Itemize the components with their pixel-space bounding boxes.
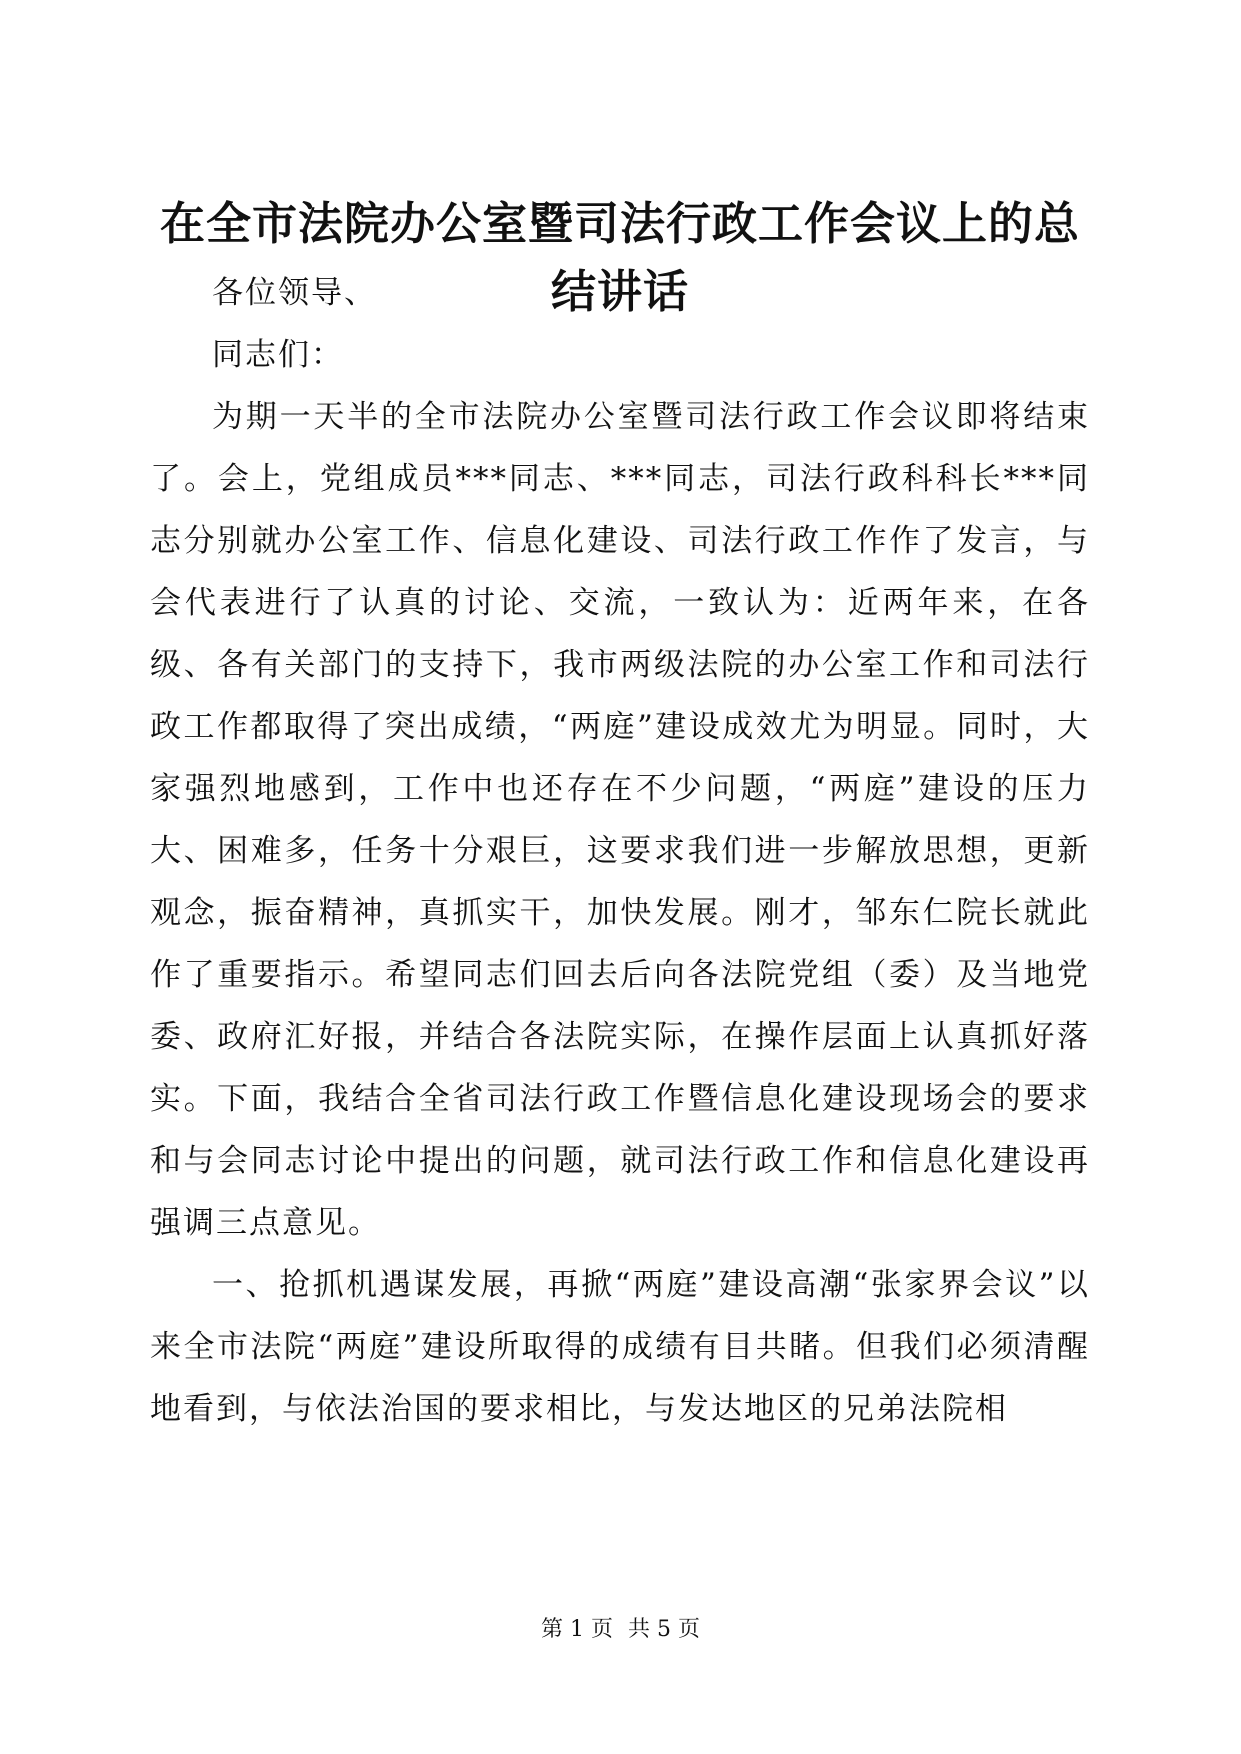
page-total: 共 5 页 [628, 1617, 700, 1642]
page-number: 第 1 页 [541, 1617, 613, 1642]
page-footer [0, 1615, 1241, 1645]
body-paragraph: 为期一天半的全市法院办公室暨司法行政工作会议即将结束了。会上，党组成员***同志、***同志，司法行政科科长***同志分别就办公室工作、信息化建设、司法行政工作作了发言，与会代表进行了认真的讨论、交流，一致认为：近两年来，在各级、各有关部门的支持下，我市两级法院的办公室工作和司法行政工作都取得了突出成绩，“两庭”建设成效尤为明显。同时，大家强烈地感到，工作中也还存在不少问题，“两庭”建设的压力大、困难多，任务十分艰巨，这要求我们进一步解放思想，更新观念，振奋精神，真抓实干，加快发展。刚才，邹东仁院长就此作了重要指示。希望同志们回去后向各法院党组（委）及当地党委、政府汇好报，并结合各法院实际，在操作层面上认真抓好落实。下面，我结合全省司法行政工作暨信息化建设现场会的要求和与会同志讨论中提出的问题，就司法行政工作和信息化建设再强调三点意见。 [150, 399, 1090, 1241]
salutation-line-1: 各位领导、 [212, 275, 377, 311]
body-paragraph: 一、抢抓机遇谋发展，再掀“两庭”建设高潮“张家界会议”以来全市法院“两庭”建设所取得的成绩有目共睹。但我们必须清醒地看到，与依法治国的要求相比，与发达地区的兄弟法院相 [150, 1267, 1090, 1427]
document-body [150, 262, 1090, 1440]
document-title: 在全市法院办公室暨司法行政工作会议上的总结讲话 [159, 197, 1080, 318]
salutation-line-2: 同志们： [212, 337, 344, 373]
